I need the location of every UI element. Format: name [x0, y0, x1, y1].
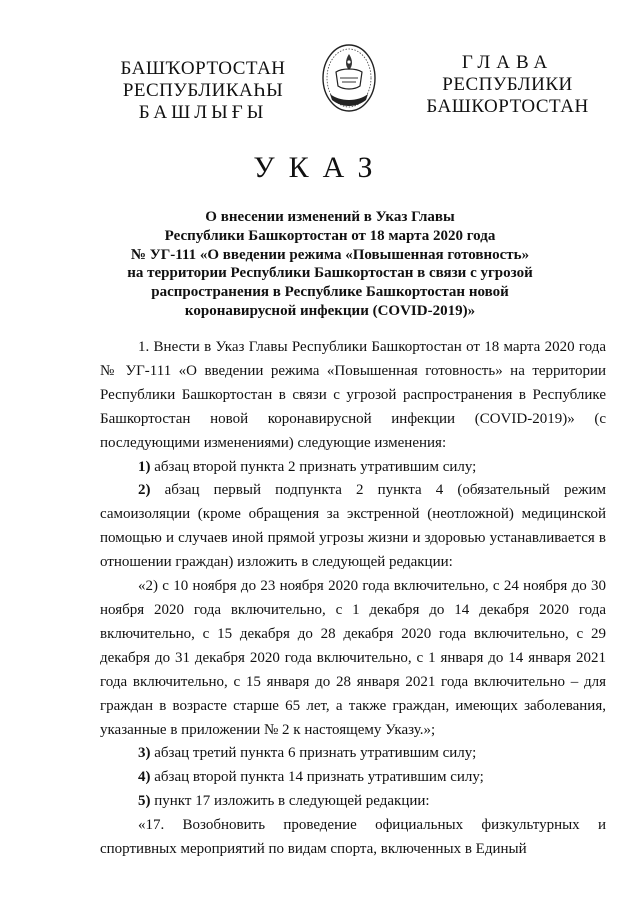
subject-line: № УГ-111 «О введении режима «Повышенная готовность»	[130, 246, 530, 263]
subject-line: распространения в Республике Башкортостан новой	[151, 284, 509, 301]
coat-of-arms-emblem-icon	[318, 42, 380, 116]
item-text: пункт 17 изложить в следующей редакции:	[150, 793, 430, 810]
item-text: абзац первый подпункта 2 пункта 4 (обязательный режим самоизоляции (кроме обращения за экстренной (неотложной) медицинской помощью и случаев иной прямой угрозы жизни и здоровью устанавливается в отношении граждан) изложить в следующей редакции:	[100, 482, 606, 571]
header-right-line-2: РЕСПУБЛИКИ	[442, 74, 573, 95]
item-number: 1)	[138, 458, 151, 475]
decree-body	[100, 336, 606, 862]
document-header	[0, 40, 640, 130]
item-number: 2)	[138, 482, 151, 499]
quoted-subclause-2: «2) с 10 ноября до 23 ноября 2020 года включительно, с 24 ноября до 30 ноября 2020 года включительно, с 1 декабря до 14 декабря 2020 года включительно, с 15 декабря до 28 декабря 2020 года включительно, с 29 декабря до 31 декабря 2020 года включительно, с 1 января до 14 января 2021 года включительно, с 15 января до 28 января 2021 года включительно – для граждан в возрасте старше 65 лет, а также граждан, имеющих заболевания, указанные в приложении № 2 к настоящему Указу.»;	[100, 578, 606, 738]
subject-line: коронавирусной инфекции (COVID-2019)»	[184, 302, 476, 319]
quoted-clause-17: «17. Возобновить проведение официальных физкультурных и спортивных мероприятий по видам спорта, включенных в Единый	[100, 817, 606, 858]
list-item-5	[100, 790, 606, 814]
header-left-line-2: РЕСПУБЛИКАҺЫ	[122, 80, 284, 101]
header-russian-title	[420, 52, 595, 118]
header-left-line-3: БАШЛЫҒЫ	[138, 102, 268, 123]
subject-line: на территории Республики Башкортостан в связи с угрозой	[127, 265, 533, 282]
subject-line: О внесении изменений в Указ Главы	[205, 209, 455, 225]
document-title: УКАЗ	[253, 151, 387, 184]
header-right-line-3: БАШКОРТОСТАН	[426, 96, 589, 117]
header-bashkir-title	[118, 58, 288, 124]
list-item-2	[100, 479, 606, 575]
header-right-line-1: ГЛАВА	[461, 52, 554, 73]
item-text: абзац второй пункта 14 признать утратившим силу;	[150, 769, 484, 786]
item-number: 5)	[138, 793, 151, 810]
item-text: абзац второй пункта 2 признать утратившим силу;	[150, 458, 477, 475]
item-number: 4)	[138, 769, 151, 786]
paragraph-main-clause: 1. Внести в Указ Главы Республики Башкортостан от 18 марта 2020 года № УГ-111 «О введении режима «Повышенная готовность» на территории Республики Башкортостан в связи с угрозой распространения в Республике Башкортостан новой коронавирусной инфекции (COVID-2019)» (с последующими изменениями) следующие изменения:	[100, 339, 606, 451]
item-number: 3)	[138, 745, 151, 762]
decree-subject	[120, 208, 540, 321]
subject-line: Республики Башкортостан от 18 марта 2020 года	[164, 227, 496, 244]
item-text: абзац третий пункта 6 признать утратившим силу;	[150, 745, 477, 762]
header-left-line-1: БАШҠОРТОСТАН	[120, 58, 286, 79]
list-item-1	[100, 456, 606, 480]
list-item-3	[100, 742, 606, 766]
list-item-4	[100, 766, 606, 790]
